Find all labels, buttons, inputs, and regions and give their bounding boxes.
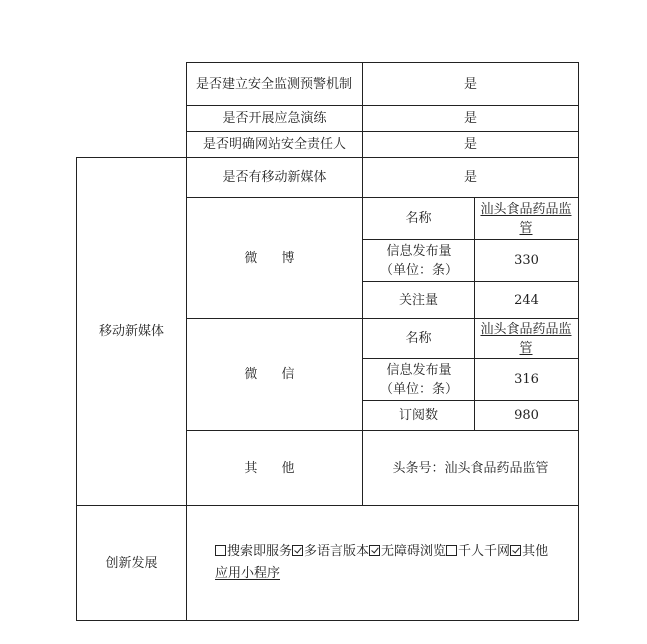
emergency-drill-value: 是 <box>463 111 477 126</box>
option-multilingual[interactable]: 多语言版本 <box>292 544 369 559</box>
wechat-subscribers-value: 980 <box>514 408 539 423</box>
checkbox-checked-icon[interactable] <box>510 545 521 556</box>
other-option-detail: 应用小程序 <box>215 566 281 581</box>
wechat-label: 微 信 <box>244 367 305 382</box>
wechat-posts-value: 316 <box>514 372 539 387</box>
weibo-label: 微 博 <box>244 250 305 266</box>
has-mobile-media-label: 是否有移动新媒体 <box>222 170 327 185</box>
weibo-followers-value: 244 <box>514 292 539 308</box>
table-right-border <box>578 62 579 621</box>
checkbox-checked-icon[interactable] <box>292 545 303 556</box>
weibo-name-value: 汕头食品药品监管 <box>480 201 572 236</box>
checkbox-checked-icon[interactable] <box>369 545 380 556</box>
innovation-section-label: 创新发展 <box>105 555 158 571</box>
emergency-drill-label: 是否开展应急演练 <box>222 111 327 126</box>
weibo-posts-value: 330 <box>514 253 539 268</box>
option-personalized[interactable]: 千人千网 <box>446 544 510 559</box>
security-responsible-label: 是否明确网站安全责任人 <box>202 137 346 152</box>
innovation-options <box>187 506 578 620</box>
innovation-options-list <box>215 541 548 585</box>
option-other[interactable]: 其他 <box>510 544 548 559</box>
table-bottom-border <box>76 620 579 621</box>
other-media-label: 其 他 <box>244 460 305 476</box>
weibo-name-label: 名称 <box>405 211 432 226</box>
mobile-media-section-label: 移动新媒体 <box>98 324 164 339</box>
checkbox-unchecked-icon[interactable] <box>446 545 457 556</box>
wechat-name-label: 名称 <box>405 331 432 346</box>
wechat-subscribers-label: 订阅数 <box>398 408 438 423</box>
weibo-posts-label: 信息发布量（单位：条） <box>379 243 458 278</box>
weibo-followers-label: 关注量 <box>398 292 438 308</box>
warning-mechanism-value: 是 <box>463 76 477 92</box>
warning-mechanism-label: 是否建立安全监测预警机制 <box>196 76 353 92</box>
option-accessibility[interactable]: 无障碍浏览 <box>369 544 446 559</box>
has-mobile-media-value: 是 <box>463 170 477 185</box>
option-search-as-service[interactable]: 搜索即服务 <box>215 544 292 559</box>
security-responsible-value: 是 <box>463 137 477 152</box>
wechat-posts-label: 信息发布量（单位：条） <box>379 362 458 397</box>
checkbox-unchecked-icon[interactable] <box>215 545 226 556</box>
other-media-value: 头条号：汕头食品药品监管 <box>392 460 549 476</box>
wechat-name-value: 汕头食品药品监管 <box>480 321 572 356</box>
